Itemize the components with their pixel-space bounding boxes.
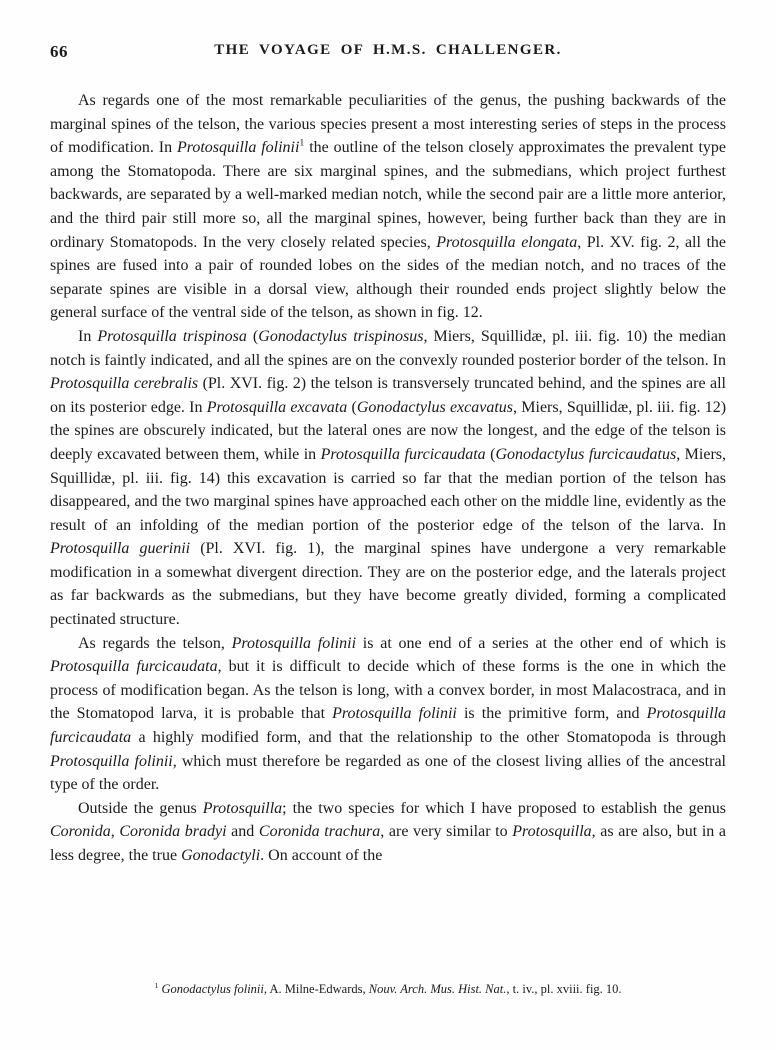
text-segment: , Pl. XV. fig. 2, all the spines are fused into a pair of rounded lobes on the sides of the median notch, and no traces of the separate spines are visible in a dorsal view, although their rounded ends project slightly below the general surface of the ventral side of the telson, as shown in fig. 12. — [50, 233, 727, 322]
text-segment: is at one end of a series at the other end of which is — [356, 634, 727, 652]
text-segment: As regards one of the most remarkable peculiarities of the genus, the pushing backwards of the marginal spines of the telson, the various species present a most interesting series of steps in the process of modification. In — [50, 92, 726, 157]
species-name: Protosquilla guerinii — [50, 540, 191, 558]
species-name: Protosquilla excavata — [206, 398, 348, 416]
species-name: Protosquilla furcicaudata — [50, 658, 218, 676]
text-segment: , A. Milne-Edwards, — [263, 982, 369, 996]
text-segment: , Miers, Squillidæ, pl. iii. fig. 12) the spines are obscurely indicated, but the lateral ones are now the longest, and the edge of the telson is deeply excavated between them, while in — [50, 398, 727, 463]
text-segment: As regards the telson, — [78, 634, 232, 652]
species-name: Protosquilla cerebralis — [50, 375, 199, 393]
text-segment: , which must therefore be regarded as one of the closest living allies of the ancestral type of the order. — [50, 752, 726, 794]
page-number: 66 — [50, 42, 68, 61]
paragraph-3 — [50, 632, 726, 797]
text-segment: is the primitive form, and — [456, 705, 647, 723]
species-name: Coronida — [50, 823, 111, 841]
text-segment: (Pl. XVI. fig. 2) the telson is transversely truncated behind, and the spines are all on its posterior edge. In — [50, 375, 726, 416]
paragraph-4 — [50, 797, 726, 868]
text-segment: ( — [485, 445, 496, 463]
species-name: Nouv. Arch. Mus. Hist. Nat. — [368, 982, 507, 996]
species-name: Protosquilla trispinosa — [97, 327, 247, 345]
text-segment: ( — [246, 327, 259, 345]
footnote-marker: 1 — [299, 137, 305, 149]
species-name: Gonodactylus furcicaudatus — [495, 445, 677, 463]
species-name: Protosquilla folinii — [176, 139, 300, 157]
species-name: Coronida bradyi — [119, 823, 227, 841]
species-name: Protosquilla elongata — [436, 233, 578, 251]
species-name: Protosquilla folinii — [50, 752, 173, 770]
species-name: Protosquilla furcicaudata — [320, 445, 486, 463]
running-title: THE VOYAGE OF H.M.S. CHALLENGER. — [214, 42, 562, 58]
species-name: Protosquilla — [512, 823, 592, 841]
text-segment: , — [110, 823, 120, 841]
text-segment: , are very similar to — [380, 823, 513, 841]
page-header — [50, 0, 726, 64]
species-name: Protosquilla folinii — [332, 705, 457, 723]
species-name: Protosquilla — [202, 799, 283, 817]
text-segment: , but it is difficult to decide which of these forms is the one in which the process of modification began. As the telson is long, with a convex border, in most Malacostraca, and in the Stomatopod larva, it is probable that — [50, 658, 727, 723]
text-segment: the outline of the telson closely approximates the prevalent type among the Stomatopoda. There are six marginal spines, and the submedians, which project furthest backwards, are separated by a well-marked median notch, while the second pair are a little more anterior, and the third pair still more so, all the marginal spines, however, being further back than they are in ordinary Stomatopods. In the very closely related species, — [50, 139, 726, 251]
text-segment: Outside the genus — [78, 799, 203, 817]
species-name: Gonodactylus excavatus — [356, 398, 514, 416]
species-name: Coronida trachura — [258, 823, 381, 841]
text-segment: In — [78, 327, 98, 345]
text-segment: , as are also, but in a less degree, the true — [50, 823, 727, 864]
species-name: Gonodactylus folinii — [161, 982, 264, 996]
text-segment: ; the two species for which I have proposed to establish the genus — [282, 799, 726, 817]
text-segment: (Pl. XVI. fig. 1), the marginal spines have undergone a very remarkable modification in a somewhat divergent direction. They are on the posterior edge, and the laterals project as far backwards as the submedians, but they have become greatly divided, forming a complicated pectinated structure. — [50, 540, 727, 629]
text-segment: and — [226, 823, 259, 841]
species-name: Protosquilla furcicaudata — [50, 705, 727, 747]
species-name: Gonodactyli — [181, 847, 261, 864]
text-segment: , t. iv., pl. xviii. fig. 10. — [506, 982, 622, 996]
text-segment: , Miers, Squillidæ, pl. iii. fig. 14) this excavation is carried so far that the median portion of the telson has disappeared, and the two marginal spines have approached each other on the middle line, evidently as the result of an infolding of the median portion of the posterior edge of the telson of the larva. In — [50, 445, 727, 534]
species-name: Gonodactylus trispinosus — [258, 327, 424, 345]
page-body — [50, 89, 726, 868]
paragraph-2 — [50, 325, 726, 632]
text-segment: . On account of the — [260, 847, 383, 864]
text-segment: ( — [347, 398, 357, 416]
text-segment: , Miers, Squillidæ, pl. iii. fig. 10) the median notch is faintly indicated, and all the spines are on the convexly rounded posterior border of the telson. In — [50, 327, 727, 369]
text-segment: a highly modified form, and that the relationship to the other Stomatopoda is through — [131, 729, 726, 747]
footnote — [50, 981, 726, 997]
footnote-marker: 1 — [154, 980, 159, 990]
species-name: Protosquilla folinii — [231, 634, 357, 652]
paragraph-1 — [50, 89, 726, 325]
